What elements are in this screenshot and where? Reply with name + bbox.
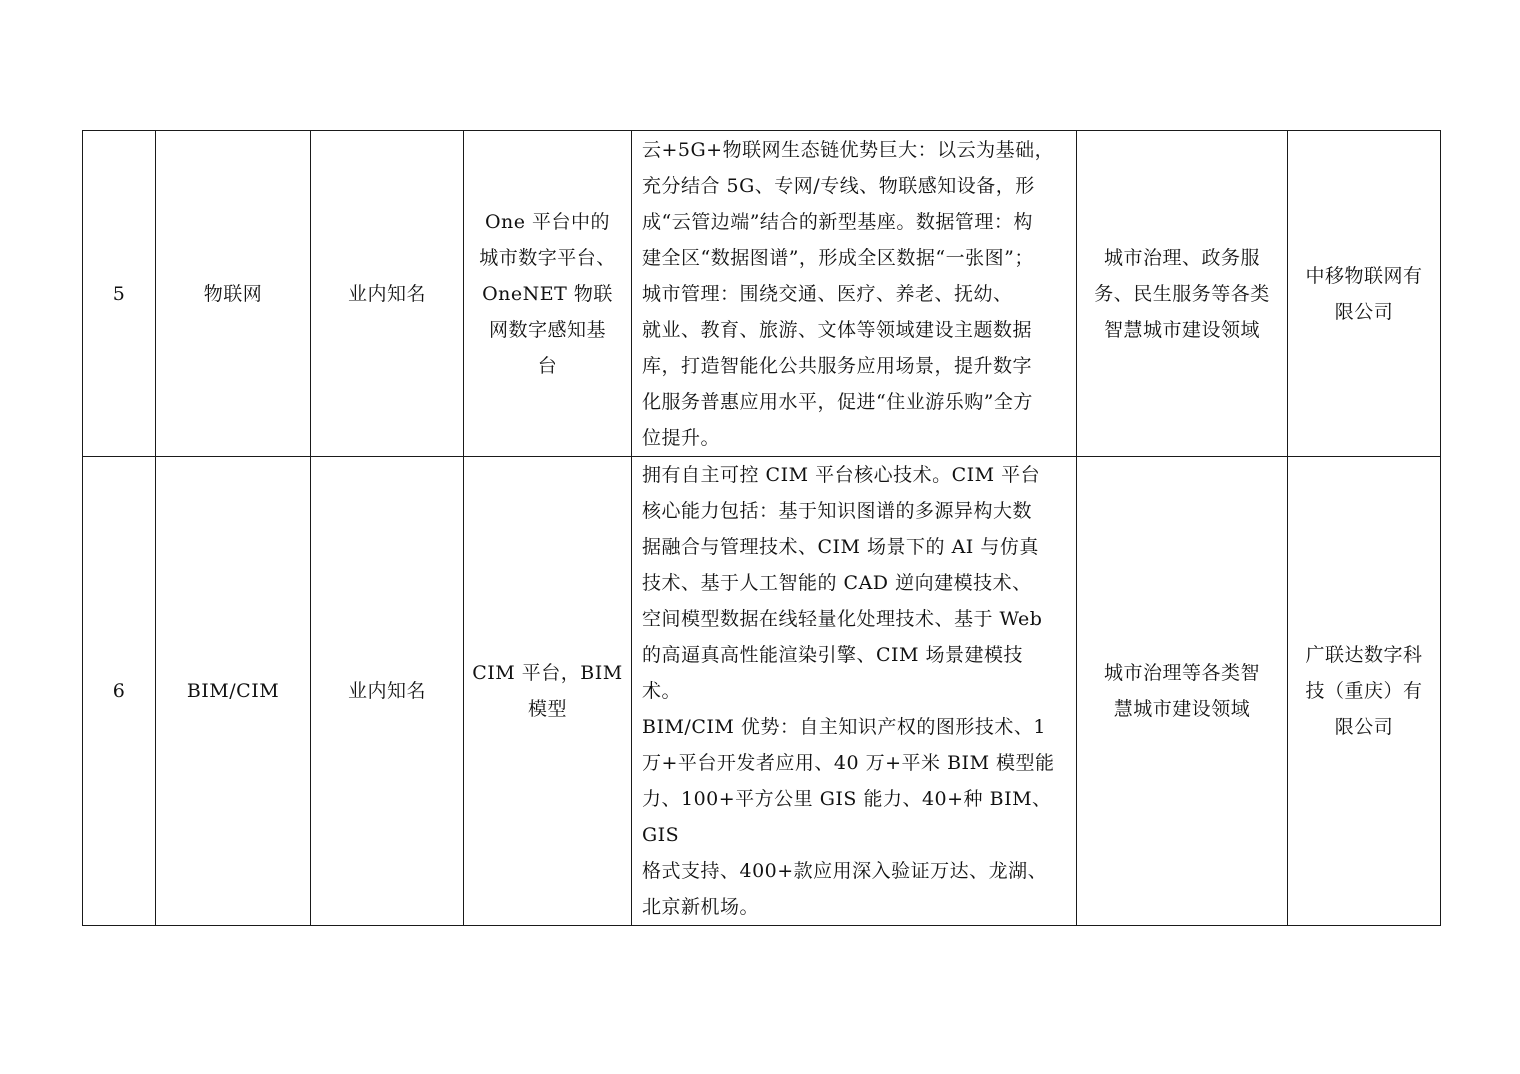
table-row — [83, 457, 1441, 926]
table-row — [83, 131, 1441, 457]
reputation-cell: 业内知名 — [311, 457, 464, 926]
application-cell: 城市治理、政务服 务、民生服务等各类 智慧城市建设领域 — [1077, 131, 1288, 457]
data-table — [82, 130, 1441, 926]
company-cell: 广联达数字科 技（重庆）有 限公司 — [1288, 457, 1441, 926]
product-cell: One 平台中的 城市数字平台、 OneNET 物联 网数字感知基 台 — [464, 131, 632, 457]
description-cell: 云+5G+物联网生态链优势巨大：以云为基础， 充分结合 5G、专网/专线、物联感知设备，形 成“云管边端”结合的新型基座。数据管理：构 建全区“数据图谱”，形成全区数据“一张图”； 城市管理：围绕交通、医疗、养老、抚幼、 就业、教育、旅游、文体等领域建设主题数据 库，打造智能化公共服务应用场景，提升数字 化服务普惠应用水平，促进“住业游乐购”全方 位提升。 — [632, 131, 1077, 457]
reputation-cell: 业内知名 — [311, 131, 464, 457]
application-cell: 城市治理等各类智 慧城市建设领域 — [1077, 457, 1288, 926]
product-cell: CIM 平台，BIM 模型 — [464, 457, 632, 926]
company-cell: 中移物联网有 限公司 — [1288, 131, 1441, 457]
description-cell: 拥有自主可控 CIM 平台核心技术。CIM 平台 核心能力包括：基于知识图谱的多源异构大数 据融合与管理技术、CIM 场景下的 AI 与仿真 技术、基于人工智能的 CAD 逆向建模技术、 空间模型数据在线轻量化处理技术、基于 Web 的高逼真高性能渲染引擎、CIM 场景建模技 术。 BIM/CIM 优势：自主知识产权的图形技术、1 万+平台开发者应用、40 万+平米 BIM 模型能 力、100+平方公里 GIS 能力、40+种 BIM、GIS 格式支持、400+款应用深入验证万达、龙湖、 北京新机场。 — [632, 457, 1077, 926]
category-cell: BIM/CIM — [156, 457, 311, 926]
category-cell: 物联网 — [156, 131, 311, 457]
row-index-cell: 5 — [83, 131, 156, 457]
row-index-cell: 6 — [83, 457, 156, 926]
